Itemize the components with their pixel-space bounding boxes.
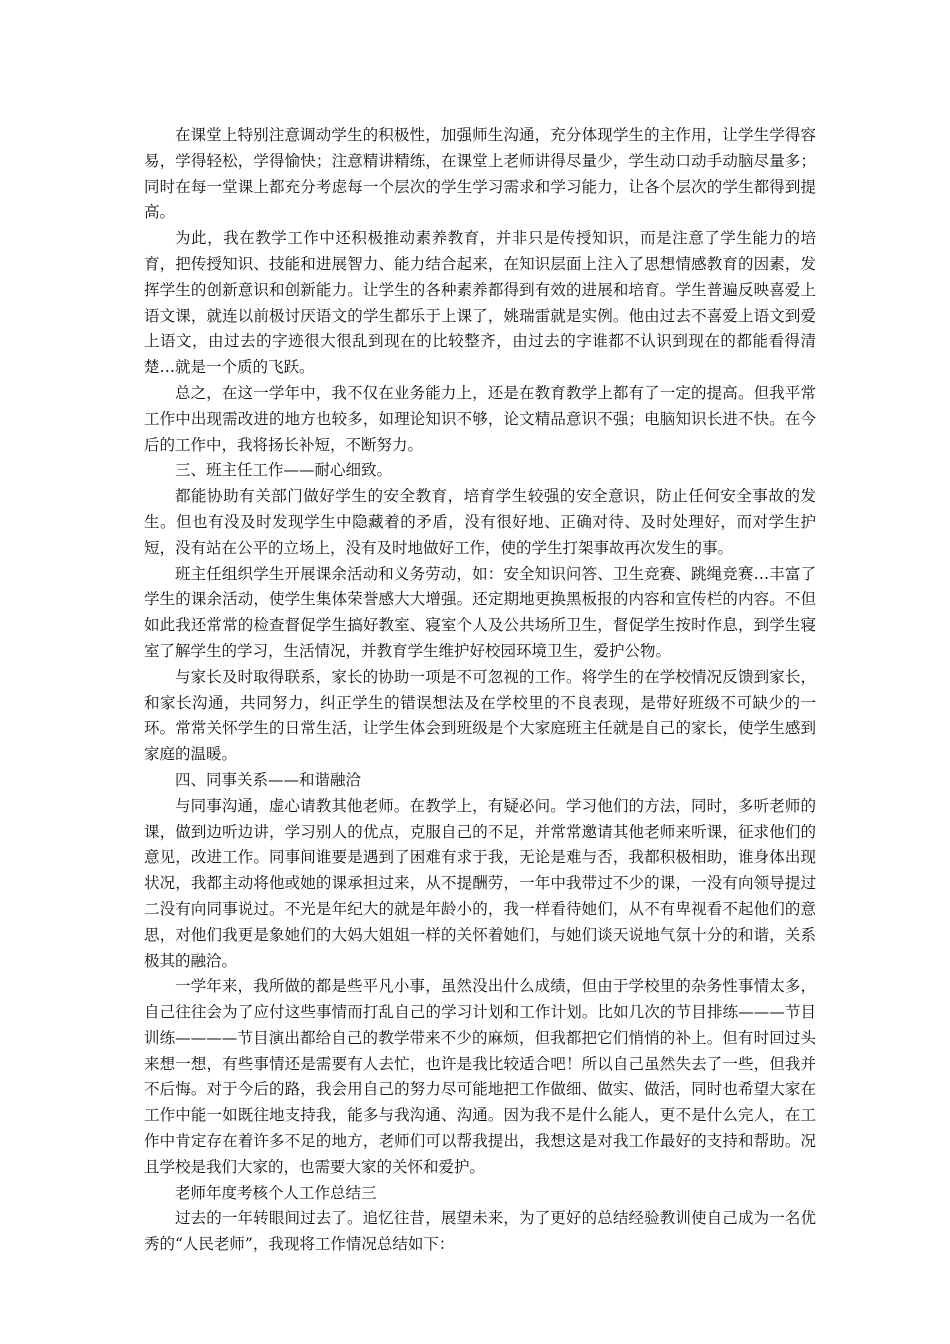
document-title-part-three: 老师年度考核个人工作总结三 xyxy=(175,1183,377,1202)
paragraph-safety-education: 都能协助有关部门做好学生的安全教育，培育学生较强的安全意识，防止任何安全事故的发生。但也有没及时发现学生中隐藏着的矛盾，没有很好地、正确对待、及时处理好，而对学生护短，没有站在公平的立场上，没有及时地做好工作，使的学生打架事故再次发生的事。 xyxy=(144,487,816,557)
paragraph-parent-contact: 与家长及时取得联系，家长的协助一项是不可忽视的工作。将学生的在学校情况反馈到家长，和家长沟通，共同努力，纠正学生的错误想法及在学校里的不良表现，是带好班级不可缺少的一环。常常关怀学生的日常生活，让学生体会到班级是个大家庭班主任就是自己的家长，使学生感到家庭的温暖。 xyxy=(144,667,816,764)
paragraph-extracurricular: 班主任组织学生开展课余活动和义务劳动，如：安全知识问答、卫生竞赛、跳绳竞赛…丰富了学生的课余活动，使学生集体荣誉感大大增强。还定期地更换黑板报的内容和宣传栏的内容。不但如此我还常常的检查督促学生搞好教室、寝室个人及公共场所卫生，督促学生按时作息，到学生寝室了解学生的学习，生活情况，并教育学生维护好校园环境卫生，爱护公物。 xyxy=(144,564,816,660)
paragraph-year-reflection: 一学年来，我所做的都是些平凡小事，虽然没出什么成绩，但由于学校里的杂务性事情太多，自己往往会为了应付这些事情而打乱自己的学习计划和工作计划。比如几次的节目排练———节目训练————节目演出都给自己的教学带来不少的麻烦，但我都把它们悄悄的补上。但有时回过头来想一想，有些事情还是需要有人去忙，也许是我比较适合吧！所以自己虽然失去了一些，但我并不后悔。对于今后的路，我会用自己的努力尽可能地把工作做细、做实、做活，同时也希望大家在工作中能一如既往地支持我，能多与我沟通、沟通。因为我不是什么能人，更不是什么完人，在工作中肯定存在着许多不足的地方，老师们可以帮我提出，我想这是对我工作最好的支持和帮助。况且学校是我们大家的，也需要大家的关怀和爱护。 xyxy=(144,977,816,1176)
paragraph-classroom-engagement: 在课堂上特别注意调动学生的积极性，加强师生沟通，充分体现学生的主作用，让学生学得容易，学得轻松，学得愉快；注意精讲精练，在课堂上老师讲得尽量少，学生动口动手动脑尽量多；同时在每一堂课上都充分考虑每一个层次的学生学习需求和学习能力，让各个层次的学生都得到提高。 xyxy=(144,126,816,222)
paragraph-intro-part-three: 过去的一年转眼间过去了。追忆往昔，展望未来，为了更好的总结经验教训使自己成为一名优秀的“人民老师”，我现将工作情况总结如下： xyxy=(144,1209,816,1254)
document-body xyxy=(144,123,816,1258)
section-heading-homeroom: 三、班主任工作——耐心细致。 xyxy=(175,461,393,480)
paragraph-colleague-relations: 与同事沟通，虚心请教其他老师。在教学上，有疑必问。学习他们的方法，同时，多听老师的课，做到边听边讲，学习别人的优点，克服自己的不足，并常常邀请其他老师来听课，征求他们的意见，改进工作。同事间谁要是遇到了困难有求于我，无论是难与否，我都积极相助，谁身体出现状况，我都主动将他或她的课承担过来，从不提酬劳，一年中我带过不少的课，一没有向领导提过二没有向同事说过。不光是年纪大的就是年龄小的，我一样看待她们，从不有卑视看不起他们的意思，对他们我更是象她们的大妈大姐姐一样的关怀着她们，与她们谈天说地气氛十分的和谐，关系极其的融洽。 xyxy=(144,796,816,970)
paragraph-quality-education: 为此，我在教学工作中还积极推动素养教育，并非只是传授知识，而是注意了学生能力的培育，把传授知识、技能和进展智力、能力结合起来，在知识层面上注入了思想情感教育的因素，发挥学生的创新意识和创新能力。让学生的各种素养都得到有效的进展和培育。学生普遍反映喜爱上语文课，就连以前极讨厌语文的学生都乐于上课了，姚瑞雷就是实例。他由过去不喜爱上语文到爱上语文，由过去的字迹很大很乱到现在的比较整齐，由过去的字谁都不认识到现在的都能看得清楚…就是一个质的飞跃。 xyxy=(144,229,816,377)
section-heading-colleagues: 四、同事关系——和谐融洽 xyxy=(175,770,362,789)
paragraph-summary: 总之，在这一学年中，我不仅在业务能力上，还是在教育教学上都有了一定的提高。但我平常工作中出现需改进的地方也较多，如理论知识不够，论文精品意识不强；电脑知识长进不快。在今后的工作中，我将扬长补短，不断努力。 xyxy=(144,383,816,454)
